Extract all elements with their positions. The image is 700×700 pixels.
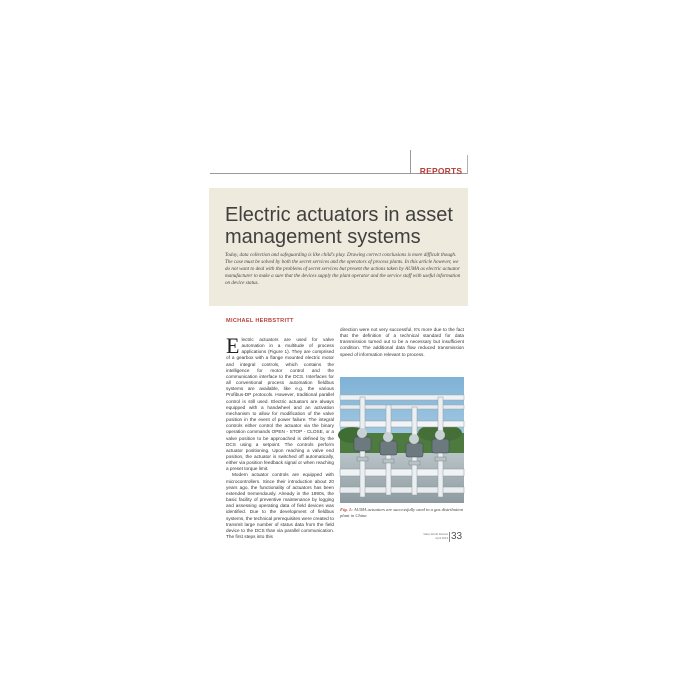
body-paragraph-1: lectric actuators are used for valve automation in a multitude of process applications (Figure 1). They are comprised of a gearbox with a flange mounted electric motor and integral controls, which contains the intelligence for motor control and the communication interface to the DCS. Interfaces for all conventional process automation fieldbus systems are available, like e.g. the various Profibus-DP protocols. However, traditional parallel control is still used. Electric actuators are always equipped with a handwheel and an activation mechanism to allow for modification of the valve position in the event of power failure. The integral controls either control the actuator via the binary operation commands OPEN - STOP - CLOSE, or a valve position to be approached is defined by the DCS using a setpoint. The controls perform actuator positioning. Upon reaching a valve end position, the actuator is switched off automatically, either via position feedback signal or when reaching a preset torque limit. bbox=[226, 337, 334, 472]
caption-text: AUMA actuators are successfully used in a gas distribution plant in China bbox=[340, 507, 464, 518]
page-number: 33 bbox=[451, 531, 463, 542]
figure-photo bbox=[340, 377, 464, 503]
footer-rule bbox=[449, 532, 450, 542]
journal-name-line-1: Valve World Review bbox=[423, 532, 448, 536]
drop-cap: E bbox=[226, 333, 240, 358]
section-tab-left-rule bbox=[410, 150, 411, 174]
caption-figure-label: Fig. 1: bbox=[340, 507, 353, 512]
journal-issue-date: April 2013 bbox=[435, 535, 448, 540]
gas-plant-photo bbox=[340, 377, 464, 503]
body-paragraph-2: Modern actuator controls are equipped with microcontrollers. Since their introduction about 20 years ago, the functionality of actuators has been extended tremendously. Already in the 1990s, the basic facility of preventive maintenance by logging and assessing operating data of field devices was identified. Due to the development of fieldbus systems, the technical prerequisites were created to transmit large number of status data from the field device to the DCS than via parallel communication. The first steps into this bbox=[226, 472, 334, 539]
journal-name bbox=[416, 533, 448, 540]
body-column-2: direction were not very successful. It's more due to the fact that the definition of a technical standard for data transmission turned out to be a necessary but insufficient condition. The additional data flow reduced transmission speed of information relevant to process. bbox=[340, 327, 464, 357]
figure-caption bbox=[340, 507, 464, 519]
article-title: Electric actuators in asset management systems bbox=[225, 204, 453, 248]
body-column-1 bbox=[226, 333, 334, 539]
author-byline: MICHAEL HERBSTRITT bbox=[226, 318, 294, 324]
article-abstract: Today, data collection and safeguarding is like child's play. Drawing correct conclusions is more difficult though. The case must be solved by both the secret services and the operators of process plants. In this article however, we do not want to deal with the problems of secret services but present the actions taken by AUMA as electric actuator manufacturer to make a sure that the devices supply the plant operator and the service staff with useful information on device status. bbox=[225, 252, 461, 287]
section-label: REPORTS bbox=[419, 166, 463, 176]
